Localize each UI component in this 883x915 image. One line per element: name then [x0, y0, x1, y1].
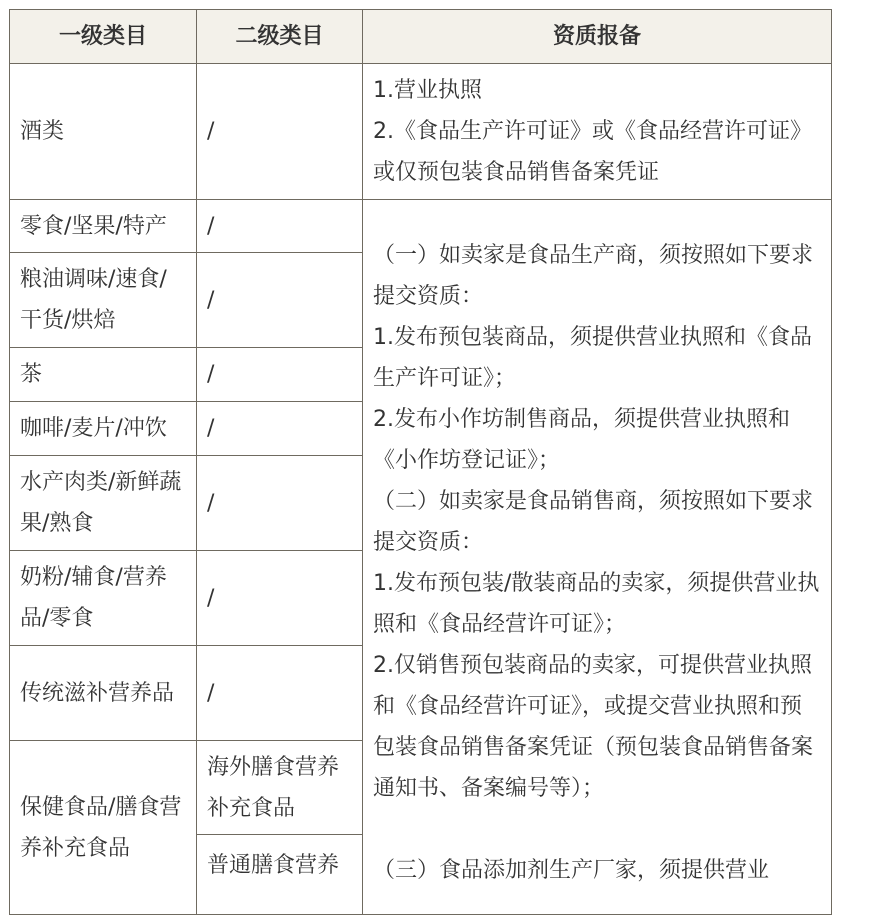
- qualification-table: [9, 9, 832, 915]
- cat2-cell: /: [197, 646, 363, 741]
- cat2-cell: /: [197, 64, 363, 200]
- table-row: [10, 64, 832, 200]
- qualification-cell: [363, 200, 832, 915]
- cat1-cell: 酒类: [10, 64, 197, 200]
- cat2-cell: /: [197, 253, 363, 348]
- qualification-line: 2.《食品生产许可证》或《食品经营许可证》或仅预包装食品销售备案凭证: [373, 119, 812, 185]
- header-qualification: 资质报备: [363, 10, 832, 64]
- header-cat1: 一级类目: [10, 10, 197, 64]
- cat1-cell: 粮油调味/速食/干货/烘焙: [10, 253, 197, 348]
- cat2-cell: /: [197, 551, 363, 646]
- qualification-line: 2.发布小作坊制售商品，须提供营业执照和《小作坊登记证》；: [373, 407, 790, 473]
- cat2-cell: /: [197, 200, 363, 253]
- cat2-cell: 普通膳食营养: [197, 835, 363, 915]
- qualification-cell: [363, 64, 832, 200]
- cat2-cell: /: [197, 348, 363, 402]
- qualification-line: （三）食品添加剂生产厂家，须提供营业: [373, 858, 770, 883]
- cat2-cell: /: [197, 402, 363, 456]
- cat2-cell: 海外膳食营养补充食品: [197, 741, 363, 835]
- cat1-cell: 咖啡/麦片/冲饮: [10, 402, 197, 456]
- qualification-line: 2.仅销售预包装商品的卖家，可提供营业执照和《食品经营许可证》，或提交营业执照和预包装食品销售备案凭证（预包装食品销售备案通知书、备案编号等）；: [373, 653, 814, 801]
- spacer: [373, 809, 823, 850]
- qualification-line: （二）如卖家是食品销售商，须按照如下要求提交资质：: [373, 489, 814, 555]
- cat2-cell: /: [197, 456, 363, 551]
- table-row: [10, 200, 832, 253]
- cat1-cell: 零食/坚果/特产: [10, 200, 197, 253]
- cat1-cell: 茶: [10, 348, 197, 402]
- header-row: [10, 10, 832, 64]
- qualification-line: （一）如卖家是食品生产商，须按照如下要求提交资质：: [373, 243, 814, 309]
- cat1-cell: 奶粉/辅食/营养品/零食: [10, 551, 197, 646]
- qualification-line: 1.发布预包装/散装商品的卖家，须提供营业执照和《食品经营许可证》；: [373, 571, 820, 637]
- cat1-cell: 水产肉类/新鲜蔬果/熟食: [10, 456, 197, 551]
- cat1-cell: 保健食品/膳食营养补充食品: [10, 741, 197, 915]
- cat1-cell: 传统滋补营养品: [10, 646, 197, 741]
- header-cat2: 二级类目: [197, 10, 363, 64]
- qualification-line: 1.发布预包装商品，须提供营业执照和《食品生产许可证》；: [373, 325, 812, 391]
- qualification-line: 1.营业执照: [373, 78, 482, 103]
